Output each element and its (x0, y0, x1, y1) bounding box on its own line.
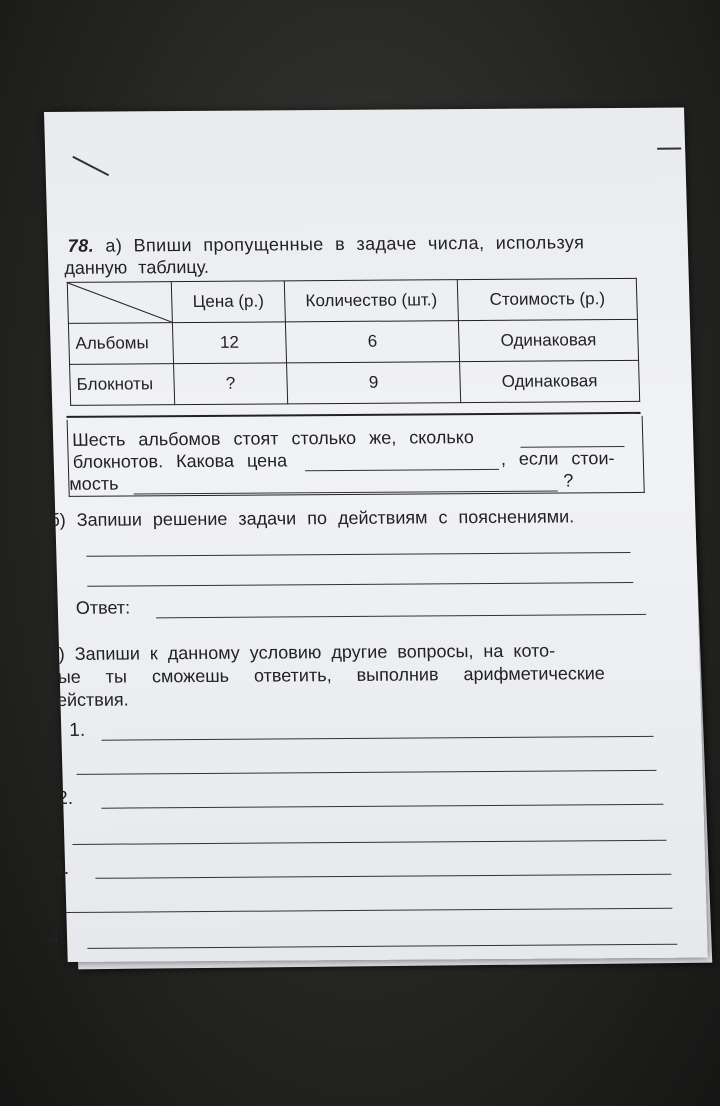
task-box (67, 416, 645, 497)
cell-price: 12 (172, 322, 286, 364)
header-cost: Стоимость (р.) (457, 278, 637, 320)
answer-line[interactable] (87, 582, 633, 587)
answer-line[interactable] (95, 874, 671, 879)
cell-cost: Одинаковая (458, 319, 638, 361)
diagonal-line (68, 282, 172, 323)
pencil-mark (657, 148, 681, 150)
problem-number: 78. (67, 235, 95, 256)
answer-line[interactable] (76, 770, 656, 775)
item-number: 1. (68, 719, 86, 741)
row-name: Блокноты (70, 364, 175, 406)
fill-blank[interactable] (134, 490, 558, 494)
problem-title (67, 232, 584, 257)
answer-line[interactable] (87, 944, 677, 949)
answer-line[interactable] (66, 908, 672, 914)
row-name: Альбомы (68, 323, 173, 365)
cell-quantity: 9 (287, 362, 461, 404)
part-c-text: в) Запиши к данному условию другие вопросы, на кото- (48, 640, 556, 665)
cell-quantity: 6 (285, 321, 459, 363)
task-text-line2a: блокнотов. Какова цена (72, 450, 288, 472)
task-text-line2b: , если стои- (500, 448, 615, 469)
header-quantity: Количество (шт.) (284, 280, 458, 322)
task-text-line1: Шесть альбомов стоят столько же, сколько (71, 427, 475, 450)
table-corner-cell (67, 282, 172, 324)
part-a-text-line2: данную таблицу. (64, 256, 210, 278)
part-b-text: б) Запиши решение задачи по действиям с пояснениями. (49, 506, 575, 531)
answer-line[interactable] (72, 840, 666, 845)
item-number: 4. (48, 928, 66, 950)
part-a-text: а) Впиши пропущенные в задаче числа, используя (105, 232, 585, 256)
fill-blank[interactable] (305, 469, 499, 472)
answer-line[interactable] (102, 736, 654, 741)
item-number: 2. (56, 787, 74, 810)
header-price: Цена (р.) (171, 281, 285, 323)
table-row (70, 360, 640, 405)
task-text-line3a: мость (69, 473, 119, 494)
part-c-text-line3: действия. (46, 689, 129, 711)
pencil-mark (73, 156, 110, 176)
data-table (67, 278, 640, 406)
cell-cost: Одинаковая (460, 360, 640, 402)
answer-line[interactable] (101, 804, 663, 809)
cell-price: ? (174, 363, 288, 405)
part-c-text-line2: рые ты сможешь ответить, выполнив арифметические (47, 663, 606, 688)
answer-line[interactable] (86, 552, 630, 557)
answer-label: Ответ: (75, 597, 131, 618)
answer-field[interactable] (156, 614, 646, 619)
item-number: 3. (52, 857, 70, 880)
worksheet-page (44, 108, 708, 962)
table-header-row (67, 278, 637, 323)
task-text-line3b: ? (563, 470, 574, 491)
table-row (68, 319, 638, 364)
